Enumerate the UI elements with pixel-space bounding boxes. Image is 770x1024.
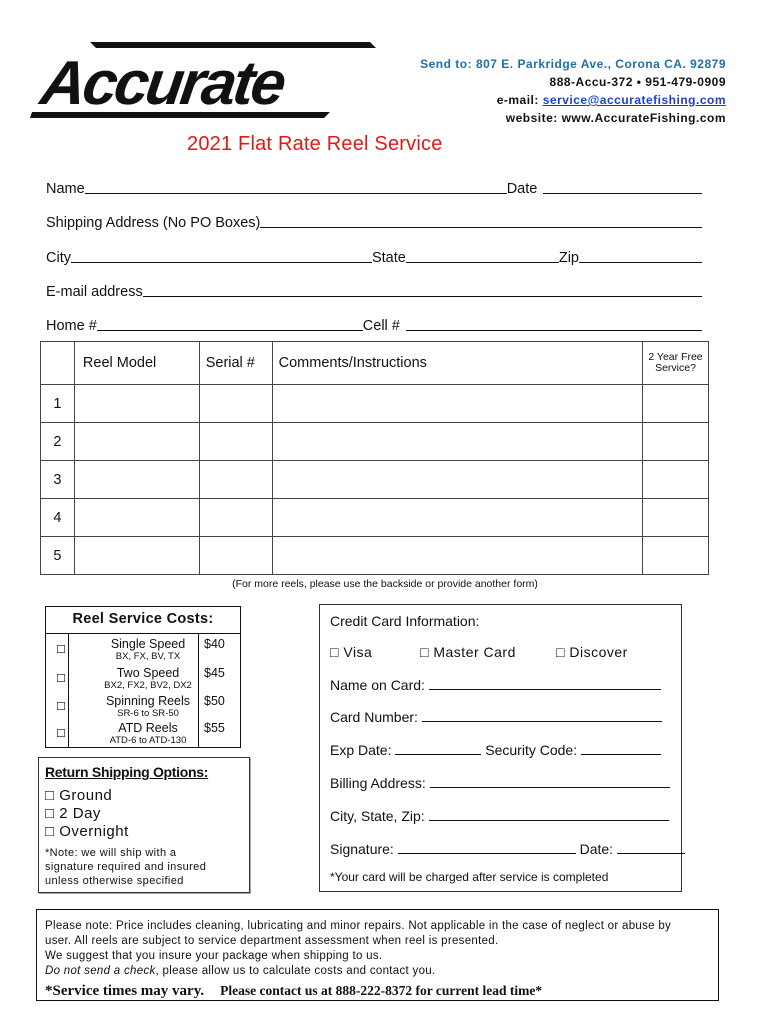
card-number-label: Card Number: xyxy=(330,709,418,725)
cost-row-two-speed xyxy=(46,666,240,694)
reel-model-cell[interactable] xyxy=(74,423,199,461)
option-ground[interactable] xyxy=(45,787,112,804)
cost-name: Spinning Reels xyxy=(105,694,191,708)
email-row xyxy=(46,280,702,300)
disclaimer-line: user. All reels are subject to service department assessment when reel is presented. xyxy=(45,935,499,947)
comments-header: Comments/Instructions xyxy=(272,342,642,385)
address-label: Shipping Address (No PO Boxes) xyxy=(46,215,261,231)
cost-row-single-speed xyxy=(46,637,240,665)
email-address-field[interactable] xyxy=(143,295,702,297)
cost-models: SR-6 to SR-50 xyxy=(117,708,179,719)
service-times-line xyxy=(45,982,542,1000)
discover-option[interactable]: □ Discover xyxy=(556,644,628,660)
security-code-field[interactable] xyxy=(581,742,661,755)
state-label: State xyxy=(371,250,406,266)
card-label: Master Card xyxy=(433,644,516,660)
name-on-card-field[interactable] xyxy=(429,677,661,690)
home-phone-field[interactable] xyxy=(97,329,363,331)
card-label: Discover xyxy=(569,644,628,660)
city-state-zip-cc-row xyxy=(330,808,669,824)
cost-row-spinning xyxy=(46,694,240,722)
email-address-label: E-mail address xyxy=(46,284,143,300)
zip-label: Zip xyxy=(558,250,579,266)
name-on-card-row xyxy=(330,677,661,693)
cell-phone-field[interactable] xyxy=(406,329,702,331)
free-service-cell[interactable] xyxy=(643,385,709,423)
table-row xyxy=(41,499,709,537)
option-2day[interactable] xyxy=(45,805,101,822)
row-number: 5 xyxy=(41,537,75,575)
row-number: 1 xyxy=(41,385,75,423)
serial-cell[interactable] xyxy=(199,423,272,461)
cost-models: ATD-6 to ATD-130 xyxy=(109,735,187,746)
accurate-logo xyxy=(30,38,390,120)
billing-row xyxy=(330,775,670,791)
row-number: 4 xyxy=(41,499,75,537)
cost-row-atd xyxy=(46,721,240,749)
shipping-note xyxy=(45,846,206,888)
website-line: website: www.AccurateFishing.com xyxy=(505,111,726,125)
home-label: Home # xyxy=(46,318,97,334)
date-field[interactable] xyxy=(543,192,702,194)
address-field[interactable] xyxy=(260,226,702,228)
card-number-row xyxy=(330,709,662,725)
date-label: Date xyxy=(506,181,538,197)
credit-card-box xyxy=(319,604,682,892)
cost-price: $40 xyxy=(204,637,225,651)
exp-row xyxy=(330,742,661,758)
option-overnight[interactable] xyxy=(45,823,129,840)
row-number: 3 xyxy=(41,461,75,499)
state-field[interactable] xyxy=(406,261,559,263)
checkbox[interactable]: ☐ xyxy=(56,644,66,656)
name-on-card-label: Name on Card: xyxy=(330,677,425,693)
phone-row xyxy=(46,314,702,334)
cc-city-field[interactable] xyxy=(429,808,669,821)
security-code-label: Security Code: xyxy=(485,742,578,758)
free-service-header: 2 Year Free Service? xyxy=(643,342,709,385)
reel-model-cell[interactable] xyxy=(74,385,199,423)
option-label: Overnight xyxy=(59,823,129,840)
note-line: unless otherwise specified xyxy=(45,875,184,887)
checkbox[interactable]: □ xyxy=(45,805,55,822)
service-costs-box xyxy=(45,606,241,748)
name-field[interactable] xyxy=(85,192,507,194)
cost-models: BX, FX, BV, TX xyxy=(115,651,181,662)
cost-name: Two Speed xyxy=(116,666,180,680)
city-state-zip-row xyxy=(46,246,702,266)
option-label: Ground xyxy=(59,787,113,804)
email-label: e-mail: xyxy=(496,93,543,107)
cc-city-label: City, State, Zip: xyxy=(330,808,425,824)
contact-lead-time-text: Please contact us at 888-222-8372 for current lead time* xyxy=(220,983,543,998)
signature-label: Signature: xyxy=(330,841,394,857)
send-to-address: Send to: 807 E. Parkridge Ave., Corona CA. 92879 xyxy=(420,57,726,71)
free-service-cell[interactable] xyxy=(643,537,709,575)
cost-name: ATD Reels xyxy=(118,721,178,735)
visa-option[interactable]: □ Visa xyxy=(330,644,373,660)
billing-label: Billing Address: xyxy=(330,775,426,791)
exp-field[interactable] xyxy=(395,742,481,755)
card-label: Visa xyxy=(343,644,373,660)
phone-numbers: 888-Accu-372 • 951-479-0909 xyxy=(549,75,726,89)
comments-cell[interactable] xyxy=(272,385,642,423)
serial-cell[interactable] xyxy=(199,461,272,499)
city-label: City xyxy=(46,250,71,266)
cell-label: Cell # xyxy=(362,318,400,334)
serial-cell[interactable] xyxy=(199,499,272,537)
card-types xyxy=(330,644,670,660)
name-label: Name xyxy=(46,181,85,197)
serial-header: Serial # xyxy=(199,342,272,385)
cost-price: $50 xyxy=(204,694,225,708)
zip-field[interactable] xyxy=(579,261,702,263)
address-row xyxy=(46,211,702,231)
name-date-row xyxy=(46,177,702,197)
serial-cell[interactable] xyxy=(199,537,272,575)
divider xyxy=(46,633,240,634)
email-line xyxy=(497,93,726,107)
table-header xyxy=(41,342,709,385)
row-number: 2 xyxy=(41,423,75,461)
disclaimer-line: We suggest that you insure your package when shipping to us. xyxy=(45,950,383,962)
disclaimer-box xyxy=(36,909,719,1001)
svg-text:Accurate: Accurate xyxy=(36,49,288,118)
note-line: *Note: we will ship with a xyxy=(45,847,177,859)
comments-cell[interactable] xyxy=(272,537,642,575)
checkbox[interactable]: ☐ xyxy=(56,673,66,685)
more-reels-note: (For more reels, please use the backside or provide another form) xyxy=(232,578,538,590)
cost-price: $45 xyxy=(204,666,225,680)
disclaimer-line xyxy=(45,965,435,977)
mastercard-option[interactable]: □ Master Card xyxy=(420,644,516,660)
costs-title: Reel Service Costs: xyxy=(72,611,214,627)
option-label: 2 Day xyxy=(59,805,101,822)
cc-footer: *Your card will be charged after service is completed xyxy=(330,870,609,884)
billing-field[interactable] xyxy=(430,775,670,788)
checkbox[interactable]: ☐ xyxy=(56,728,66,740)
comments-cell[interactable] xyxy=(272,499,642,537)
card-number-field[interactable] xyxy=(422,709,662,722)
reel-table xyxy=(40,341,709,575)
reel-model-cell[interactable] xyxy=(74,461,199,499)
return-shipping-box xyxy=(38,757,250,893)
reel-model-cell[interactable] xyxy=(74,537,199,575)
checkbox[interactable]: □ xyxy=(45,787,55,804)
num-header xyxy=(41,342,75,385)
return-shipping-title: Return Shipping Options: xyxy=(45,764,209,780)
free-service-cell[interactable] xyxy=(643,499,709,537)
city-field[interactable] xyxy=(71,261,372,263)
free-service-cell[interactable] xyxy=(643,423,709,461)
checkbox[interactable]: □ xyxy=(45,823,55,840)
cost-models: BX2, FX2, BV2, DX2 xyxy=(104,680,192,691)
note-line: signature required and insured xyxy=(45,861,207,873)
signature-field[interactable] xyxy=(398,841,576,854)
no-check-text: Do not send a check xyxy=(45,965,156,977)
cc-date-label: Date: xyxy=(579,841,614,857)
checkbox[interactable]: ☐ xyxy=(56,701,66,713)
table-row xyxy=(41,423,709,461)
free-service-cell[interactable] xyxy=(643,461,709,499)
form-title: 2021 Flat Rate Reel Service xyxy=(187,133,443,155)
table-row xyxy=(41,461,709,499)
serial-cell[interactable] xyxy=(199,385,272,423)
cost-price: $55 xyxy=(204,721,225,735)
signature-row xyxy=(330,841,685,857)
disclaimer-line: Please note: Price includes cleaning, lubricating and minor repairs. Not applicable in the case of neglect or abuse by xyxy=(45,920,672,932)
reel-model-cell[interactable] xyxy=(74,499,199,537)
table-row xyxy=(41,385,709,423)
table-row xyxy=(41,537,709,575)
service-times-text: *Service times may vary. xyxy=(45,983,205,999)
exp-label: Exp Date: xyxy=(330,742,392,758)
disclaimer-text: , please allow us to calculate costs and contact you. xyxy=(155,965,436,977)
comments-cell[interactable] xyxy=(272,423,642,461)
cc-title: Credit Card Information: xyxy=(330,613,480,629)
comments-cell[interactable] xyxy=(272,461,642,499)
cost-name: Single Speed xyxy=(110,637,186,651)
cc-date-field[interactable] xyxy=(617,841,685,854)
email-link[interactable]: service@accuratefishing.com xyxy=(542,93,726,107)
reel-model-header: Reel Model xyxy=(74,342,199,385)
